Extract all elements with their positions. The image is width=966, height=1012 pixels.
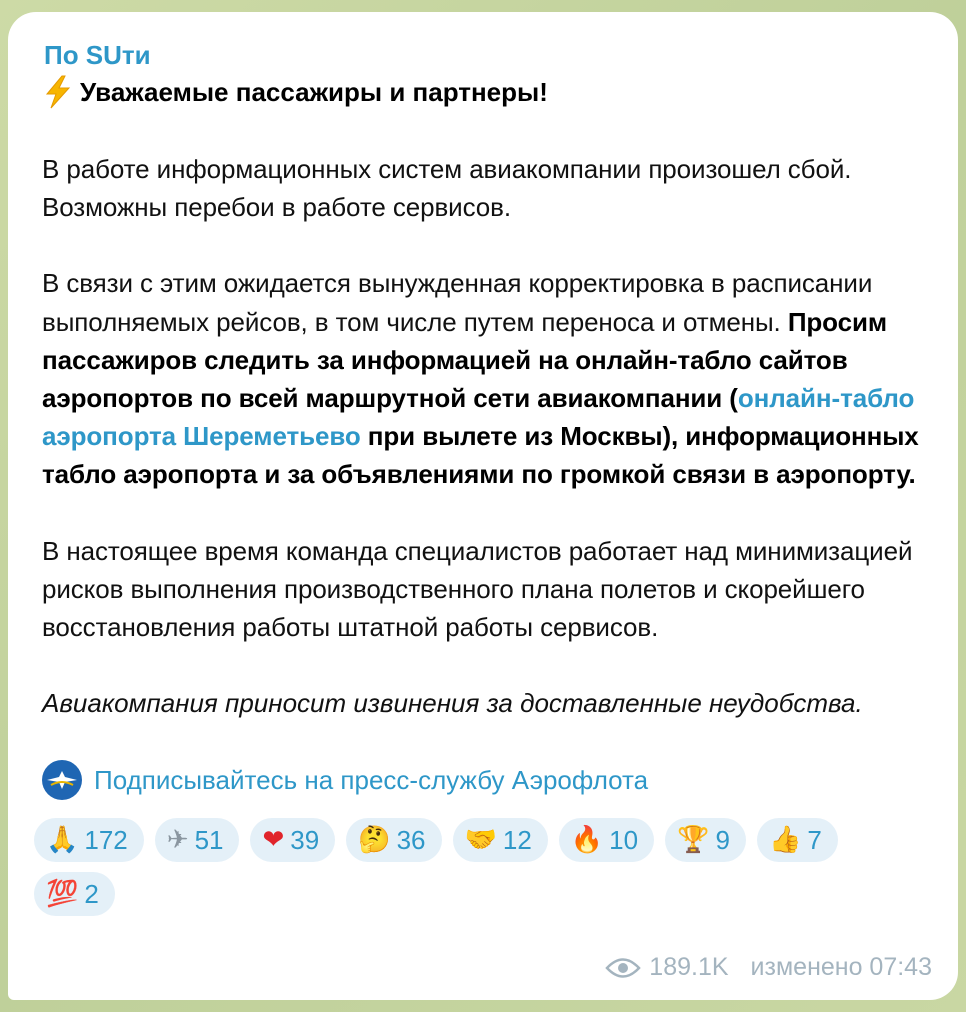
edited-timestamp: изменено 07:43 [750, 953, 932, 981]
reaction-count: 7 [807, 824, 822, 855]
sheremetyevo-board-link[interactable]: онлайн-табло аэропорта Шереметьево [42, 383, 915, 452]
eye-icon [605, 957, 641, 979]
reaction-count: 10 [609, 824, 639, 855]
paragraph-2-start: В связи с этим ожидается вынужденная корректировка в расписании выполняемых рейсов, в том числе путем переноса и отмены. [42, 268, 873, 337]
paragraph-2 [42, 264, 922, 493]
reaction-handshake[interactable] [453, 818, 548, 862]
post-heading [42, 72, 922, 112]
paragraph-2-bold-2: при вылете из Москвы), информационных табло аэропорта и за объявлениями по громкой связи в аэропорту. [42, 421, 919, 490]
thumbs-up-icon: 👍 [768, 825, 802, 856]
message-meta [605, 953, 932, 982]
heart-icon: ❤ [262, 825, 285, 856]
subscribe-link[interactable]: Подписывайтесь на пресс-службу Аэрофлота [94, 765, 649, 796]
paragraph-1: В работе информационных систем авиакомпании произошел сбой. Возможны перебои в работе сервисов. [42, 154, 852, 223]
reaction-count: 51 [194, 824, 224, 855]
reactions-bar [34, 818, 914, 926]
reaction-count: 9 [715, 824, 730, 855]
reaction-hundred[interactable] [34, 872, 115, 916]
reaction-count: 172 [84, 824, 128, 855]
trophy-icon: 🏆 [677, 825, 710, 856]
reaction-pray[interactable] [34, 818, 144, 862]
subscribe-row [42, 760, 922, 800]
reaction-count: 36 [396, 824, 426, 855]
fire-icon: 🔥 [570, 825, 604, 856]
message-bubble [8, 12, 958, 1000]
hundred-points-icon: 💯 [46, 879, 79, 910]
reaction-count: 39 [290, 824, 320, 855]
airplane-icon: ✈ [166, 825, 189, 856]
channel-name[interactable]: По SUти [44, 40, 151, 70]
thinking-face-icon: 🤔 [358, 825, 391, 856]
view-count: 189.1K [649, 953, 729, 981]
reaction-count: 12 [502, 824, 532, 855]
post-heading-text: Уважаемые пассажиры и партнеры! [80, 77, 548, 107]
reaction-trophy[interactable] [665, 818, 746, 862]
reaction-thinking[interactable] [346, 818, 441, 862]
reaction-heart[interactable] [250, 818, 335, 862]
reaction-count: 2 [84, 878, 99, 909]
reaction-airplane[interactable] [155, 818, 240, 862]
paragraph-3: В настоящее время команда специалистов работает над минимизацией рисков выполнения производственного плана полетов и скорейшего восстановления работы штатной работы сервисов. [42, 535, 913, 643]
paragraph-4: Авиакомпания приносит извинения за доставленные неудобства. [42, 688, 863, 719]
aeroflot-logo-icon[interactable] [42, 760, 82, 800]
handshake-icon: 🤝 [464, 825, 497, 856]
reaction-fire[interactable] [559, 818, 654, 862]
lightning-icon [42, 75, 74, 109]
reaction-thumbs-up[interactable] [757, 818, 838, 862]
paragraph-2-bold-1: Просим пассажиров следить за информацией на онлайн-табло сайтов аэропортов по всей маршрутной сети авиакомпании ( [42, 306, 887, 414]
pray-icon: 🙏 [46, 825, 79, 856]
